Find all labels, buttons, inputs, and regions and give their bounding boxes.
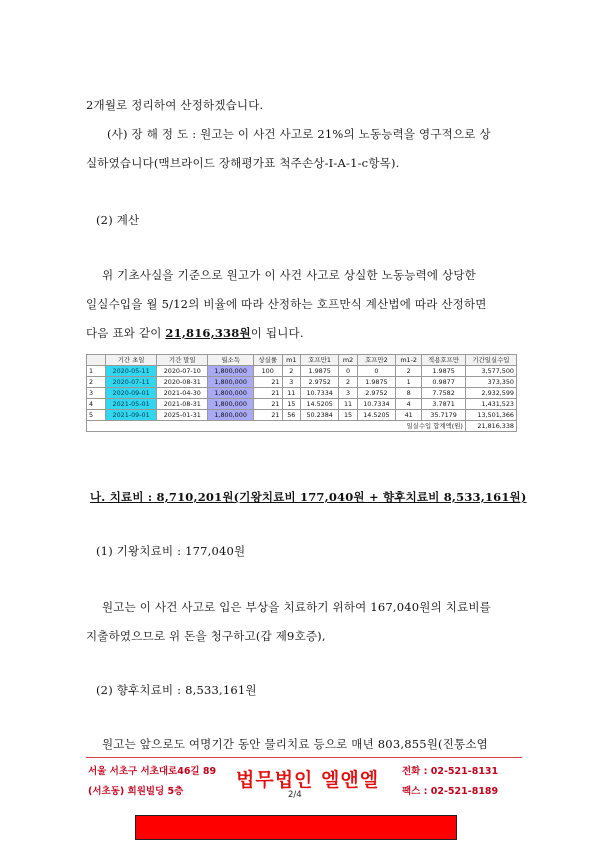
table-cell: 1,800,000 (208, 366, 254, 377)
table-cell: 2020-05-11 (106, 366, 157, 377)
table-cell: 2 (396, 366, 422, 377)
table-cell: 4 (396, 399, 422, 410)
section-na-text: 나. 치료비 : 8,710,201원(기왕치료비 177,040원 + 향후치료비 8,533,161원) (90, 490, 527, 504)
table-cell: 1.9875 (422, 366, 466, 377)
table-cell: 14.5205 (357, 410, 395, 421)
page-number: 2/4 (288, 790, 302, 800)
table-cell: 56 (282, 410, 301, 421)
table-cell: 3,577,500 (465, 366, 516, 377)
calc-heading: (2) 계산 (96, 213, 140, 227)
sub1-heading: (1) 기왕치료비 : 177,040원 (96, 544, 246, 558)
table-header: 기간 말일 (157, 355, 208, 366)
table-total-row (87, 421, 517, 432)
table-header: 적용호프만 (422, 355, 466, 366)
body-line-1: 2개월로 정리하여 산정하겠습니다. (86, 98, 264, 112)
table-header: 호프만1 (301, 355, 339, 366)
sub2-paragraph-1: 원고는 앞으로도 여명기간 동안 물리치료 등으로 매년 803,855원(진통소염 (102, 737, 488, 751)
table-row (87, 366, 517, 377)
table-cell: 2,932,599 (465, 388, 516, 399)
table-cell: 1,800,000 (208, 410, 254, 421)
table-cell: 1 (396, 377, 422, 388)
table-cell: 41 (396, 410, 422, 421)
table-cell: 2021-05-01 (106, 399, 157, 410)
table-cell: 15 (282, 399, 301, 410)
table-total-label: 일실수입 합계액(원) (87, 421, 466, 432)
footer-divider (86, 757, 522, 758)
table-cell: 2020-08-31 (157, 377, 208, 388)
table-total-value: 21,816,338 (465, 421, 516, 432)
footer-address-1: 서울 서초구 서초대로46길 89 (88, 766, 217, 777)
table-cell: 2020-07-10 (157, 366, 208, 377)
table-row (87, 388, 517, 399)
para3-prefix: 다음 표와 같이 (86, 326, 166, 340)
table-row (87, 377, 517, 388)
table-cell: 7.7582 (422, 388, 466, 399)
total-amount: 21,816,338원 (165, 326, 251, 340)
table-cell: 2021-04-30 (157, 388, 208, 399)
table-header (87, 355, 106, 366)
table-cell: 3 (87, 388, 106, 399)
body-line-3: 실하였습니다(맥브라이드 장해평가표 척주손상-Ⅰ-A-1-c항목). (86, 156, 400, 170)
table-header-row (87, 355, 517, 366)
table-cell: 3.7871 (422, 399, 466, 410)
table-cell: 0 (357, 366, 395, 377)
table-cell: 2021-09-01 (106, 410, 157, 421)
table-row (87, 399, 517, 410)
table-cell: 3 (282, 377, 301, 388)
table-cell: 8 (396, 388, 422, 399)
table-header: 기간일실수입 (465, 355, 516, 366)
table-cell: 10.7334 (357, 399, 395, 410)
sub1-paragraph-1: 원고는 이 사건 사고로 입은 부상을 치료하기 위하여 167,040원의 치료비를 (102, 600, 491, 614)
table-cell: 11 (282, 388, 301, 399)
table-cell: 10.7334 (301, 388, 339, 399)
table-row (87, 410, 517, 421)
table-cell: 373,350 (465, 377, 516, 388)
table-header: 기간 초일 (106, 355, 157, 366)
table-cell: 21 (253, 399, 282, 410)
footer-fax: 팩스 : 02-521-8189 (402, 786, 499, 797)
table-cell: 2 (339, 377, 358, 388)
sub2-heading: (2) 향후치료비 : 8,533,161원 (96, 683, 257, 697)
table-cell: 1,800,000 (208, 399, 254, 410)
table-cell: 11 (339, 399, 358, 410)
calc-paragraph-1: 위 기초사실을 기준으로 원고가 이 사건 사고로 상실한 노동능력에 상당한 (102, 268, 476, 282)
table-cell: 1.9875 (357, 377, 395, 388)
table-header: 상실률 (253, 355, 282, 366)
table-cell: 2020-07-11 (106, 377, 157, 388)
table-cell: 3 (339, 388, 358, 399)
table-cell: 15 (339, 410, 358, 421)
footer-address-2: (서초동) 희원빌딩 5층 (88, 786, 184, 797)
table-cell: 21 (253, 377, 282, 388)
lost-income-table (86, 354, 517, 432)
table-cell: 4 (87, 399, 106, 410)
footer-phone: 전화 : 02-521-8131 (402, 766, 499, 777)
table-cell: 2.9752 (301, 377, 339, 388)
table-cell: 21 (253, 388, 282, 399)
para3-suffix: 이 됩니다. (250, 326, 304, 340)
table-cell: 1,800,000 (208, 377, 254, 388)
firm-name: 법무법인 엘앤엘 (236, 769, 380, 791)
table-cell: 21 (253, 410, 282, 421)
body-line-2: (사) 장 해 정 도 : 원고는 이 사건 사고로 21%의 노동능력을 영구적으로 상 (107, 127, 491, 141)
table-cell: 2 (282, 366, 301, 377)
table-cell: 1,800,000 (208, 388, 254, 399)
table-cell: 2 (87, 377, 106, 388)
table-header: 월소득 (208, 355, 254, 366)
table-cell: 13,501,366 (465, 410, 516, 421)
table-header: 호프만2 (357, 355, 395, 366)
table-cell: 0 (339, 366, 358, 377)
table-cell: 1,431,523 (465, 399, 516, 410)
table-cell: 2.9752 (357, 388, 395, 399)
table-cell: 100 (253, 366, 282, 377)
table-cell: 35.7179 (422, 410, 466, 421)
table-cell: 2020-09-01 (106, 388, 157, 399)
section-na-title (90, 489, 527, 505)
table-cell: 5 (87, 410, 106, 421)
table-cell: 50.2384 (301, 410, 339, 421)
table-cell: 1.9875 (301, 366, 339, 377)
table-cell: 0.9877 (422, 377, 466, 388)
calc-paragraph-3 (86, 325, 304, 341)
calc-paragraph-2: 일실수입을 월 5/12의 비율에 따라 산정하는 호프만식 계산법에 따라 산정하면 (86, 297, 487, 311)
table-header: m1-2 (396, 355, 422, 366)
footer-red-bar (135, 815, 457, 840)
table-cell: 2025-01-31 (157, 410, 208, 421)
table-header: m1 (282, 355, 301, 366)
table-cell: 2021-08-31 (157, 399, 208, 410)
table-header: m2 (339, 355, 358, 366)
table-cell: 1 (87, 366, 106, 377)
sub1-paragraph-2: 지출하였으므로 위 돈을 청구하고(갑 제9호증), (86, 629, 326, 643)
table-cell: 14.5205 (301, 399, 339, 410)
